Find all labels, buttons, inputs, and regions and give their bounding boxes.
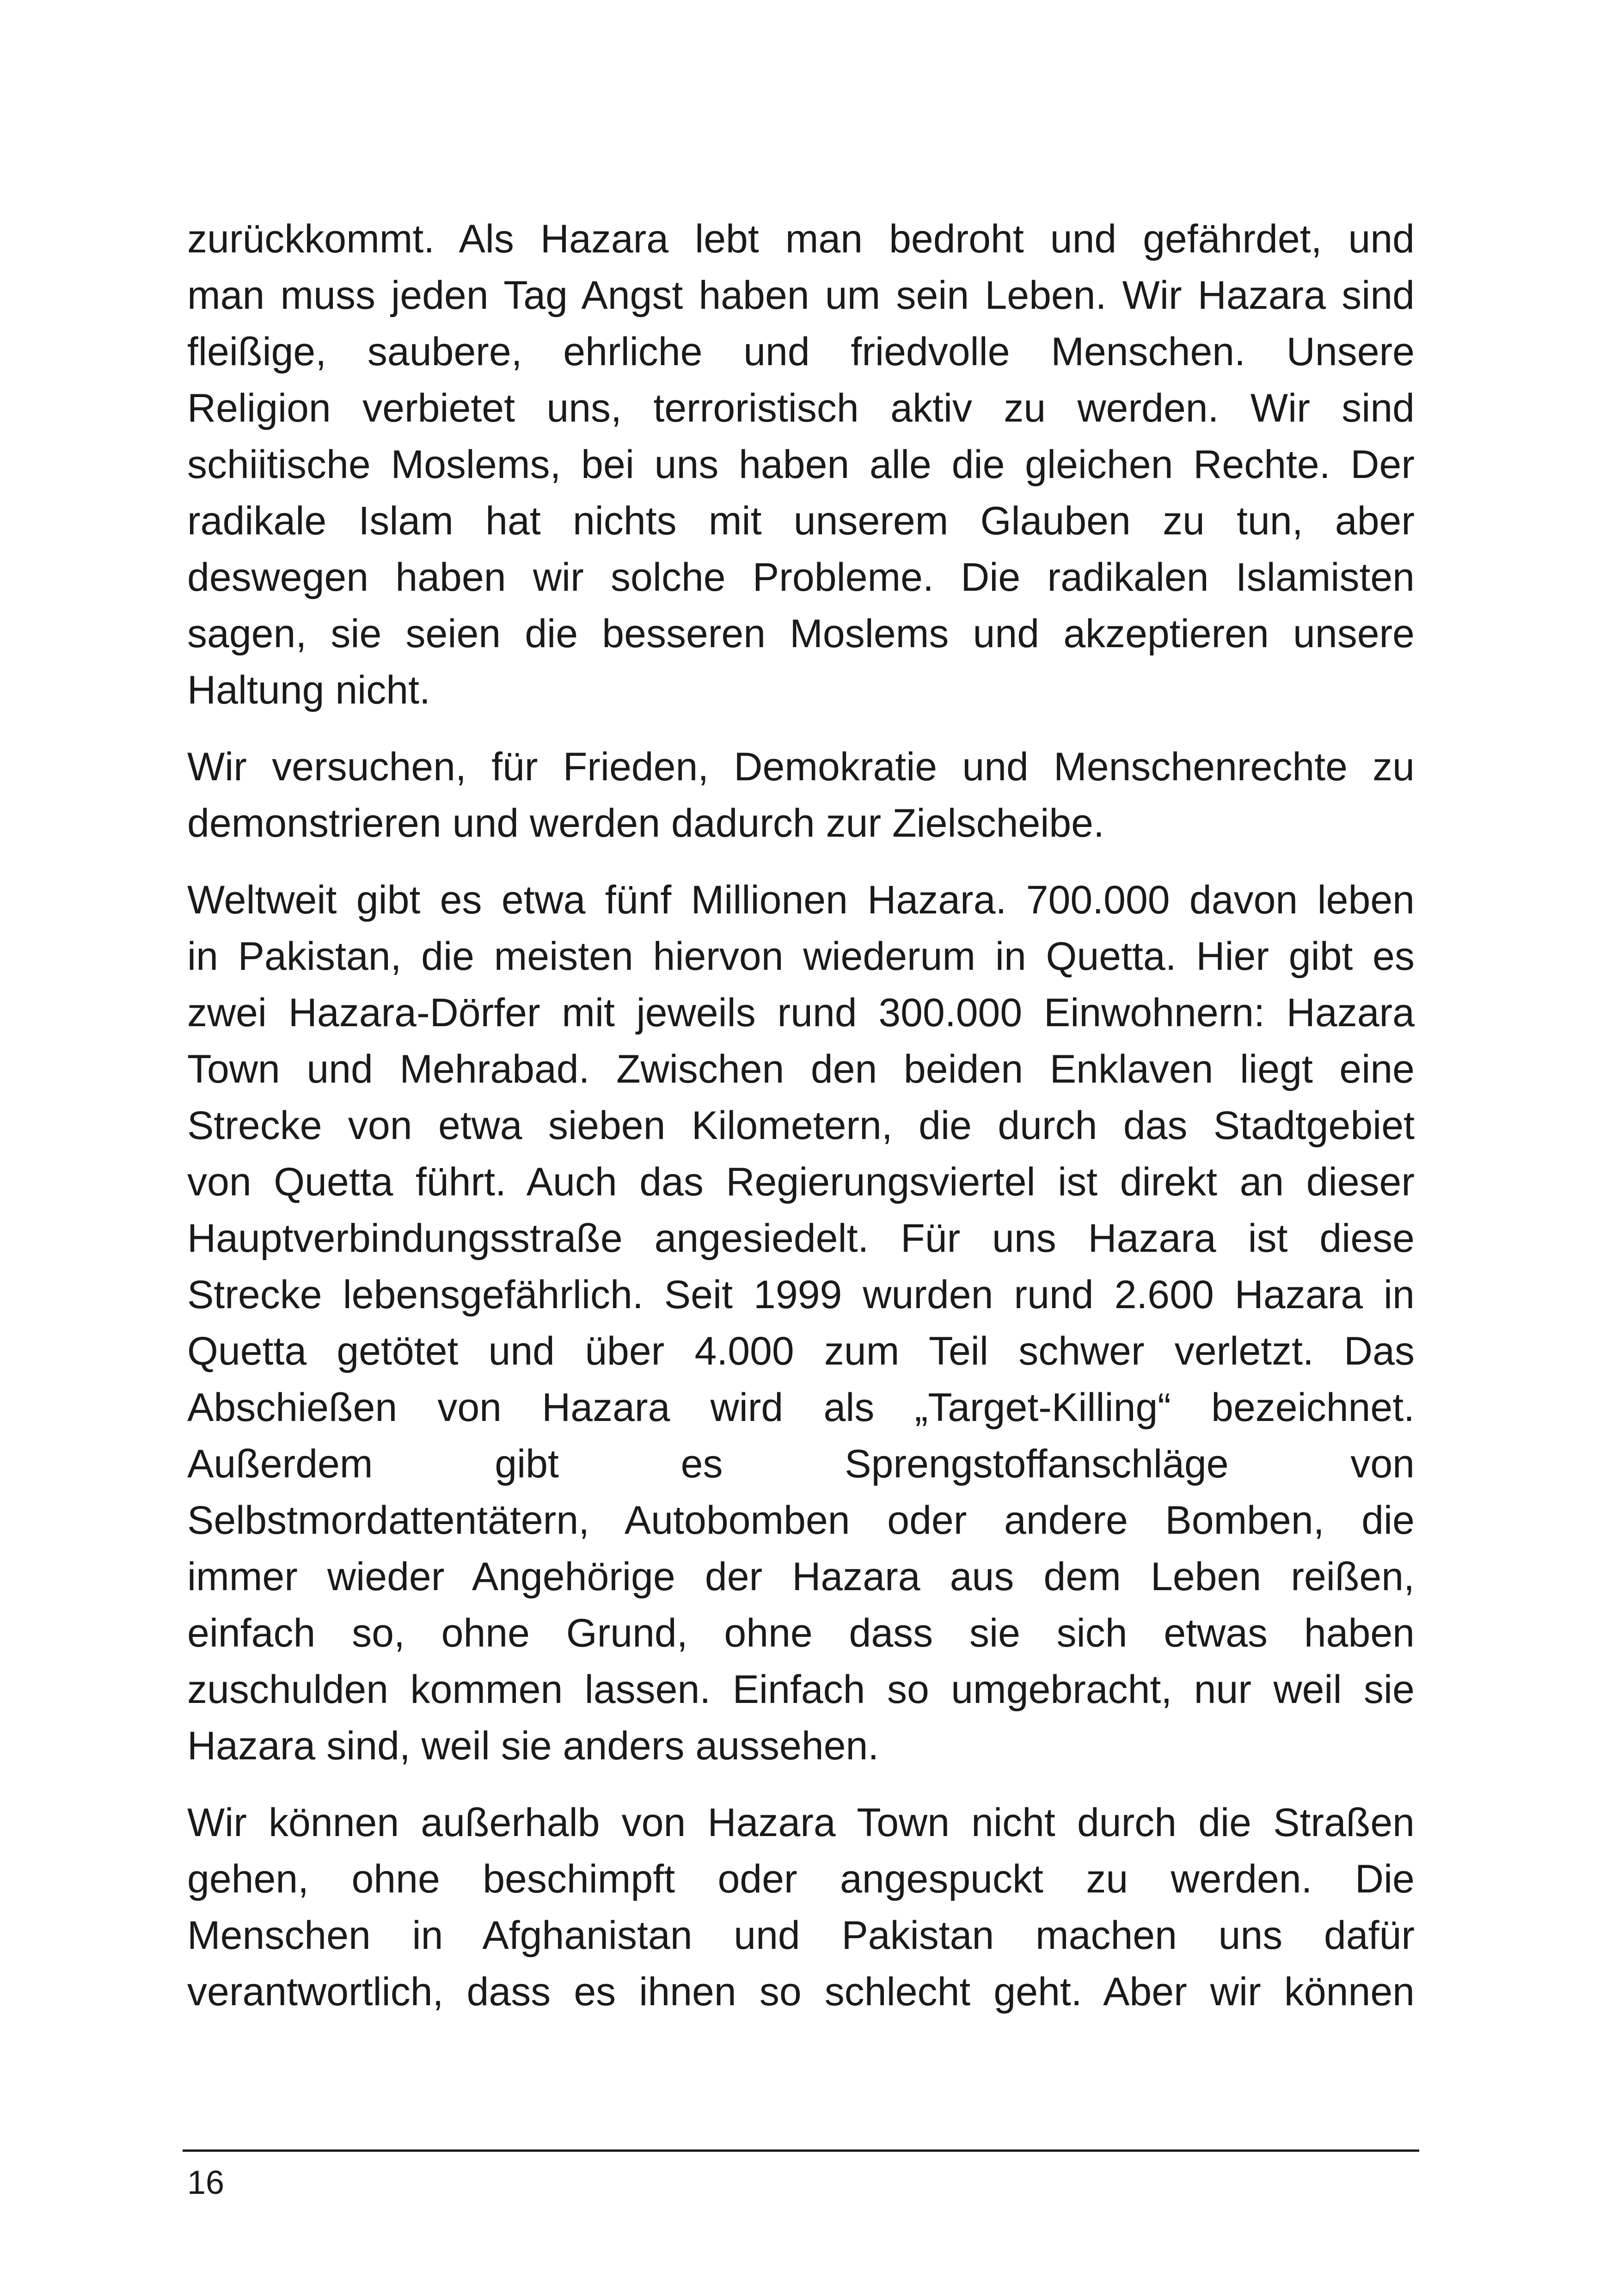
text-line: von Quetta führt. Auch das Regierungsviertel ist direkt an dieser [187, 1160, 1415, 1204]
text-line: schiitische Moslems, bei uns haben alle die gleichen Rechte. Der [187, 442, 1415, 487]
paragraph [187, 739, 1415, 851]
text-line: radikale Islam hat nichts mit unserem Glauben zu tun, aber [187, 499, 1415, 543]
text-line: Abschießen von Hazara wird als „Target-Killing“ bezeichnet. [187, 1385, 1415, 1430]
paragraph [187, 211, 1415, 718]
paragraph [187, 872, 1415, 1774]
text-line: Religion verbietet uns, terroristisch aktiv zu werden. Wir sind [187, 386, 1415, 430]
text-line: Quetta getötet und über 4.000 zum Teil schwer verletzt. Das [187, 1329, 1415, 1373]
text-line: Wir können außerhalb von Hazara Town nicht durch die Straßen [187, 1800, 1415, 1845]
text-line: Hauptverbindungsstraße angesiedelt. Für uns Hazara ist diese [187, 1216, 1415, 1261]
body-text [187, 211, 1415, 2040]
text-line: zwei Hazara-Dörfer mit jeweils rund 300.000 Einwohnern: Hazara [187, 991, 1415, 1035]
text-line: Weltweit gibt es etwa fünf Millionen Hazara. 700.000 davon leben [187, 878, 1415, 922]
text-line: Hazara sind, weil sie anders aussehen. [187, 1724, 879, 1768]
text-line: Haltung nicht. [187, 668, 430, 712]
footer-rule [183, 2149, 1419, 2152]
text-line: verantwortlich, dass es ihnen so schlecht geht. Aber wir können [187, 1970, 1415, 2014]
text-line: Strecke lebensgefährlich. Seit 1999 wurden rund 2.600 Hazara in [187, 1273, 1415, 1317]
paragraph [187, 1794, 1415, 2020]
text-line: Außerdem gibt es Sprengstoffanschläge von [187, 1442, 1415, 1486]
text-line: Menschen in Afghanistan und Pakistan machen uns dafür [187, 1913, 1415, 1958]
text-line: Selbstmordattentätern, Autobomben oder andere Bomben, die [187, 1498, 1415, 1543]
page-number: 16 [187, 2164, 225, 2201]
text-line: man muss jeden Tag Angst haben um sein Leben. Wir Hazara sind [187, 273, 1415, 318]
text-line: Town und Mehrabad. Zwischen den beiden Enklaven liegt eine [187, 1047, 1415, 1091]
text-line: fleißige, saubere, ehrliche und friedvolle Menschen. Unsere [187, 330, 1415, 374]
text-line: gehen, ohne beschimpft oder angespuckt zu werden. Die [187, 1857, 1415, 1901]
text-line: Wir versuchen, für Frieden, Demokratie und Menschenrechte zu [187, 745, 1415, 789]
text-line: immer wieder Angehörige der Hazara aus dem Leben reißen, [187, 1555, 1415, 1599]
text-line: sagen, sie seien die besseren Moslems und akzeptieren unsere [187, 612, 1415, 656]
text-line: zuschulden kommen lassen. Einfach so umgebracht, nur weil sie [187, 1667, 1415, 1712]
text-line: in Pakistan, die meisten hiervon wiederum in Quetta. Hier gibt es [187, 934, 1415, 979]
text-line: demonstrieren und werden dadurch zur Zielscheibe. [187, 801, 1104, 845]
text-line: Strecke von etwa sieben Kilometern, die durch das Stadtgebiet [187, 1103, 1415, 1148]
text-line: zurückkommt. Als Hazara lebt man bedroht und gefährdet, und [187, 217, 1415, 261]
text-line: einfach so, ohne Grund, ohne dass sie sich etwas haben [187, 1611, 1415, 1655]
text-line: deswegen haben wir solche Probleme. Die radikalen Islamisten [187, 555, 1415, 600]
